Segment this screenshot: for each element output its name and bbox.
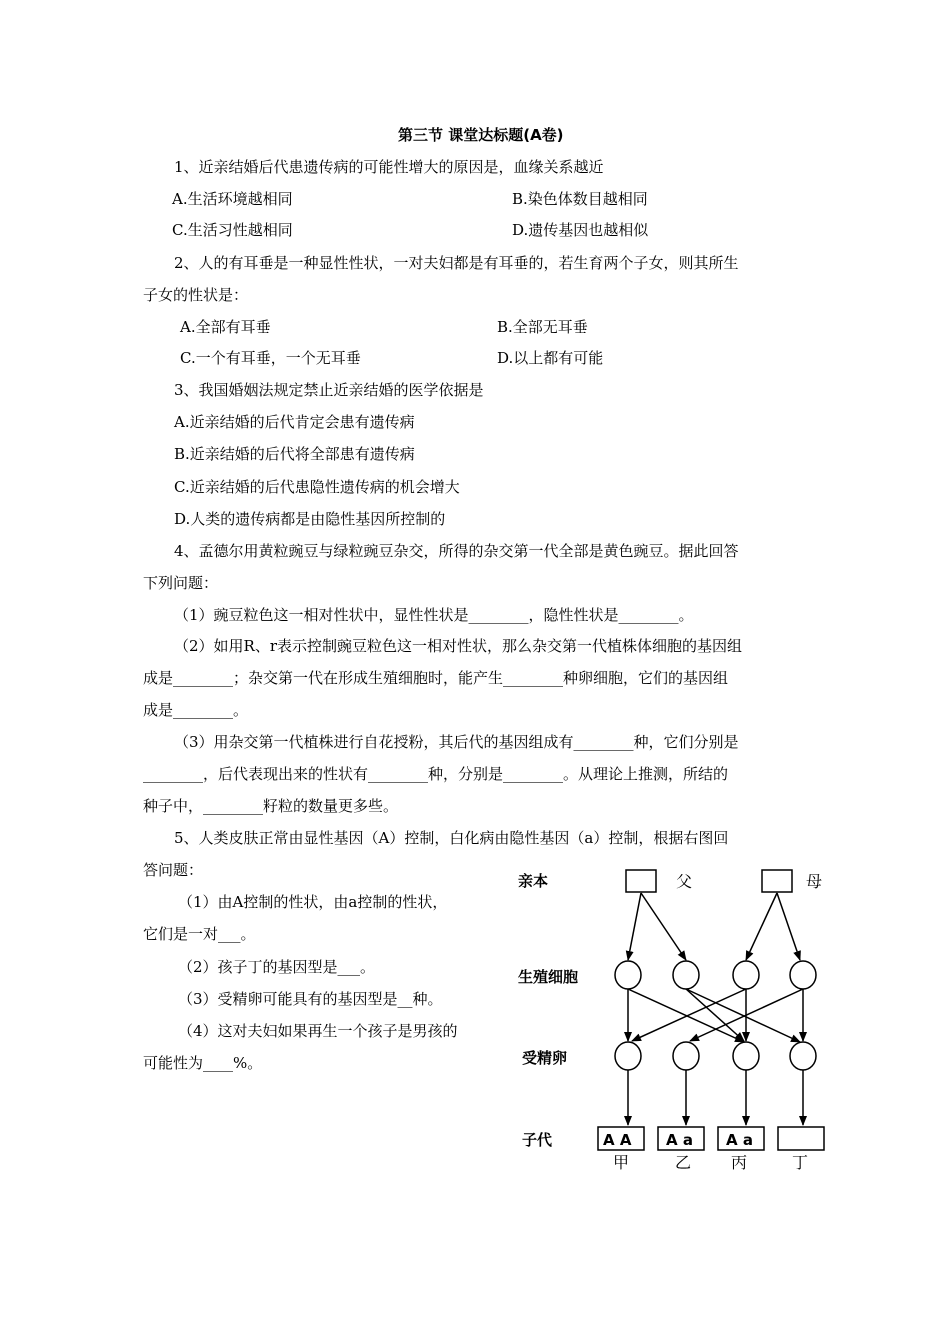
q3-option-b: B.近亲结婚的后代将全部患有遗传病 (174, 445, 415, 463)
father-label: 父 (676, 872, 693, 891)
q3-option-a: A.近亲结婚的后代肯定会患有遗传病 (174, 413, 415, 431)
zygote-2 (673, 1042, 699, 1070)
mother-box (762, 870, 792, 892)
arrow-g2-z4 (686, 989, 744, 1041)
row-label-parent: 亲本 (518, 872, 549, 890)
gamete-1 (615, 961, 641, 989)
q4-part2-line2: 成是________；杂交第一代在形成生殖细胞时，能产生________种卵细胞，它们的基因组 (143, 669, 729, 687)
gamete-3 (733, 961, 759, 989)
q4-part3-line3: 种子中，________籽粒的数量更多些。 (143, 797, 399, 815)
page-title: 第三节 课堂达标题(A卷) (398, 126, 564, 144)
q2-option-b: B.全部无耳垂 (497, 318, 588, 336)
gamete-4 (790, 961, 816, 989)
arrow-father-gamete2 (641, 893, 686, 960)
q3-option-c: C.近亲结婚的后代患隐性遗传病的机会增大 (174, 478, 460, 496)
gamete-2 (673, 961, 699, 989)
q1-option-a: A.生活环境越相同 (172, 190, 293, 208)
row-label-offspring: 子代 (522, 1131, 553, 1149)
arrow-father-gamete1 (628, 893, 641, 960)
child1-genotype: A A (603, 1131, 632, 1149)
q1-option-b: B.染色体数目越相同 (512, 190, 648, 208)
q2-option-a: A.全部有耳垂 (180, 318, 271, 336)
row-label-gamete: 生殖细胞 (518, 968, 579, 986)
q4-part1: （1）豌豆粒色这一相对性状中，显性性状是________，隐性性状是________。 (174, 606, 694, 624)
mother-label: 母 (806, 872, 823, 891)
row-label-zygote: 受精卵 (522, 1049, 568, 1067)
zygote-4 (790, 1042, 816, 1070)
arrow-mother-gamete4 (777, 893, 800, 960)
q3-option-d: D.人类的遗传病都是由隐性基因所控制的 (174, 510, 446, 528)
q2-option-c: C.一个有耳垂，一个无耳垂 (180, 349, 361, 367)
child4-box (778, 1127, 824, 1150)
q5-part1-line2: 它们是一对___。 (143, 925, 256, 943)
q4-part2-line3: 成是________。 (143, 701, 249, 719)
child3-genotype: A a (726, 1131, 753, 1149)
q5-part1-line1: （1）由A控制的性状，由a控制的性状， (178, 893, 448, 911)
zygote-1 (615, 1042, 641, 1070)
child3-label: 丙 (731, 1153, 748, 1172)
child2-label: 乙 (675, 1153, 692, 1172)
q4-stem-line2: 下列问题： (143, 574, 219, 592)
q2-stem-line1: 2、人的有耳垂是一种显性性状，一对夫妇都是有耳垂的，若生育两个子女，则其所生 (174, 254, 739, 272)
child4-label: 丁 (792, 1153, 809, 1172)
q4-part2-line1: （2）如用R、r表示控制豌豆粒色这一相对性状，那么杂交第一代植株体细胞的基因组 (174, 637, 743, 655)
arrow-g2-z2 (686, 989, 800, 1042)
arrow-mother-gamete3 (746, 893, 777, 960)
q5-part2: （2）孩子丁的基因型是___。 (178, 958, 376, 976)
q2-option-d: D.以上都有可能 (497, 349, 604, 367)
q1-option-d: D.遗传基因也越相似 (512, 221, 649, 239)
q1-stem: 1、近亲结婚后代患遗传病的可能性增大的原因是，血缘关系越近 (174, 158, 604, 176)
q2-stem-line2: 子女的性状是： (143, 286, 249, 304)
q5-part3: （3）受精卵可能具有的基因型是__种。 (178, 990, 443, 1008)
q5-stem-line1: 5、人类皮肤正常由显性基因（A）控制，白化病由隐性基因（a）控制，根据右图回 (174, 829, 729, 847)
child2-genotype: A a (666, 1131, 693, 1149)
arrow-g1-z3 (628, 989, 744, 1042)
zygote-3 (733, 1042, 759, 1070)
q1-option-c: C.生活习性越相同 (172, 221, 293, 239)
q5-stem-line2: 答问题： (143, 861, 204, 879)
q4-part3-line1: （3）用杂交第一代植株进行自花授粉，其后代的基因组成有________种，它们分别是 (174, 733, 739, 751)
q4-part3-line2: ________，后代表现出来的性状有________种，分别是________。从理论上推测，所结的 (143, 765, 729, 783)
child1-label: 甲 (613, 1153, 630, 1172)
q3-stem: 3、我国婚姻法规定禁止近亲结婚的医学依据是 (174, 381, 484, 399)
arrow-g3-z1 (632, 989, 746, 1041)
father-box (626, 870, 656, 892)
q4-stem-line1: 4、孟德尔用黄粒豌豆与绿粒豌豆杂交，所得的杂交第一代全部是黄色豌豆。据此回答 (174, 542, 739, 560)
q5-part4-line2: 可能性为____%。 (143, 1054, 263, 1072)
q5-part4-line1: （4）这对夫妇如果再生一个孩子是男孩的 (178, 1022, 458, 1040)
